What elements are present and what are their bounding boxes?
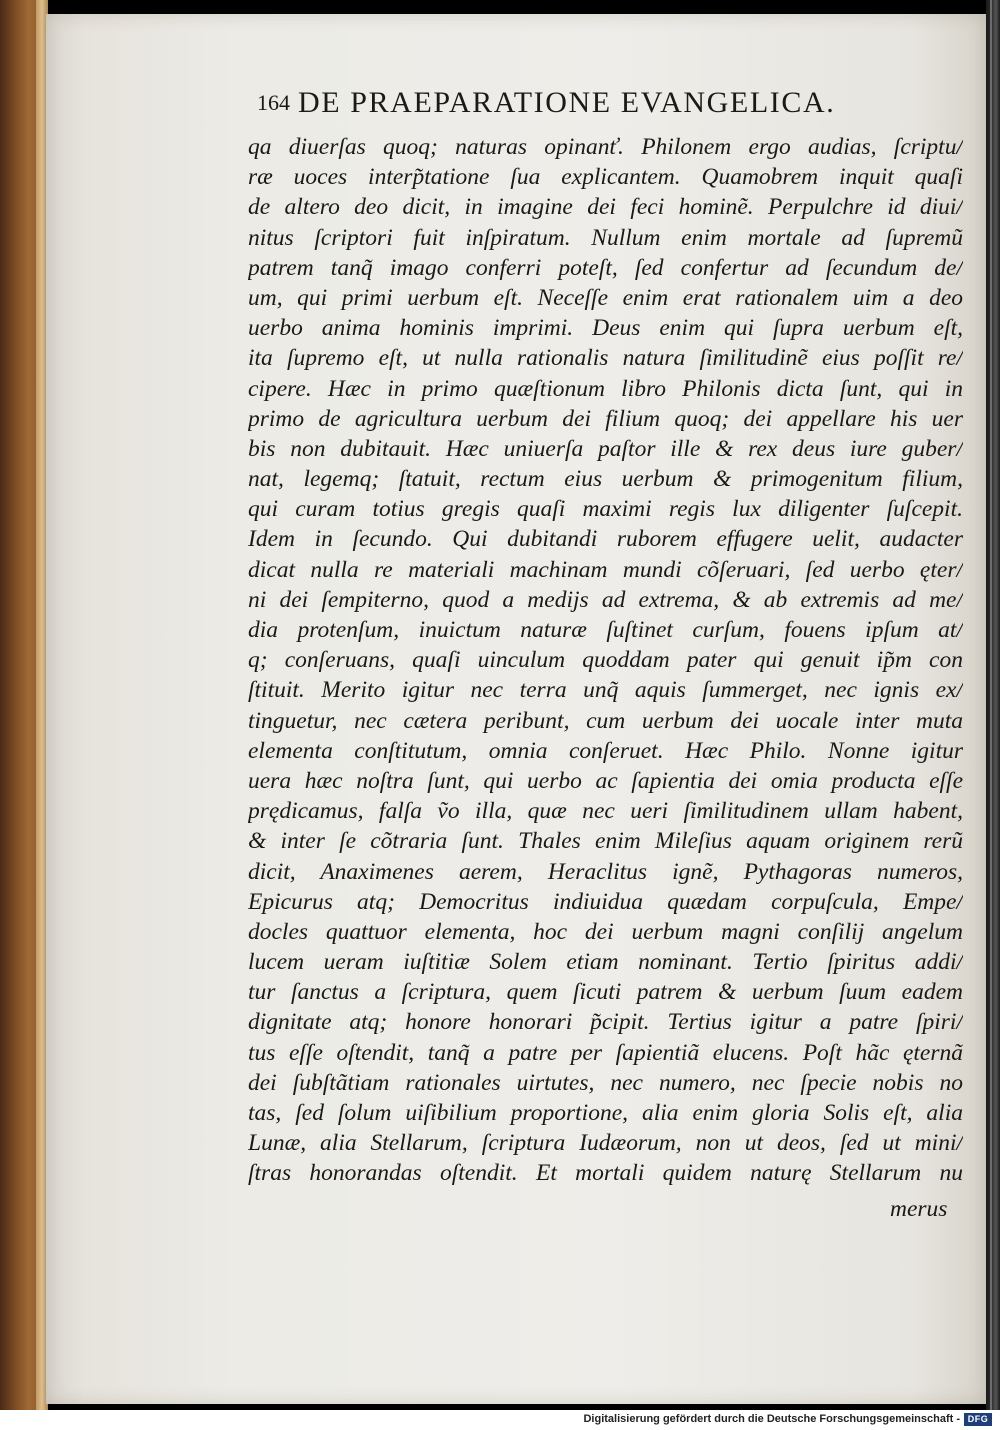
- text-line: um, qui primi uerbum eſt. Neceſſe enim erat rationalem uim a deo: [248, 284, 963, 311]
- text-line: docles quattuor elementa, hoc dei uerbum magni conſilij angelum: [248, 918, 963, 945]
- text-line: & inter ſe cõtraria ſunt. Thales enim Mileſius aquam originem rerũ: [248, 828, 963, 855]
- text-block: [248, 132, 968, 1189]
- text-line: Lunæ, alia Stellarum, ſcriptura Iudæorum, non ut deos, ſed ut mini/: [248, 1130, 963, 1157]
- text-line: elementa conſtitutum, omnia conſeruet. Hæc Philo. Nonne igitur: [248, 737, 963, 764]
- text-line: ræ uoces interp̃tatione ſua explicantem. Quamobrem inquit quaſi: [248, 164, 963, 191]
- text-line: lucem ueram iuſtitiæ Solem etiam nominant. Tertio ſpiritus addi/: [248, 949, 963, 976]
- page-edge-line: [990, 0, 992, 1410]
- text-line: tas, ſed ſolum uiſibilium proportione, alia enim gloria Solis eſt, alia: [248, 1100, 963, 1126]
- text-line: dei ſubſtãtiam rationales uirtutes, nec numero, nec ſpecie nobis no: [248, 1069, 963, 1096]
- text-line: dicit, Anaximenes aerem, Heraclitus ignẽ, Pythagoras numeros,: [248, 858, 963, 885]
- text-line: dia protenſum, inuictum naturæ ſuſtinet curſum, fouens ipſum at/: [248, 617, 963, 643]
- text-line: uera hæc noſtra ſunt, qui uerbo ac ſapientia dei omia producta eſſe: [248, 767, 963, 794]
- text-line: ſtituit. Merito igitur nec terra unq̃ aquis ſummerget, nec ignis ex/: [248, 677, 963, 704]
- page-number: 164: [257, 90, 290, 115]
- running-head: [257, 86, 967, 126]
- footer-bar: [0, 1410, 1000, 1430]
- text-line: qui curam totius gregis quaſi maximi regis lux diligenter ſuſcepit.: [248, 496, 963, 523]
- text-line: prędicamus, falſa ṽo illa, quæ nec ueri ſimilitudinem ullam habent,: [248, 798, 963, 825]
- text-line: cipere. Hæc in primo quæſtionum libro Philonis dicta ſunt, qui in: [248, 375, 963, 402]
- page-right-edge: [986, 0, 1000, 1410]
- text-line: ſtras honorandas oſtendit. Et mortali quidem naturę Stellarum nu: [248, 1160, 963, 1187]
- running-title: DE PRAEPARATIONE EVANGELICA.: [298, 86, 836, 119]
- text-line: uerbo anima hominis imprimi. Deus enim qui ſupra uerbum eſt,: [248, 315, 963, 342]
- text-line: tus eſſe oſtendit, tanq̃ a patre per ſapientiã elucens. Poſt hãc ęternã: [248, 1039, 963, 1066]
- text-line: Epicurus atq; Democritus indiuidua quædam corpuſcula, Empe/: [248, 888, 963, 915]
- text-line: bis non dubitauit. Hæc uniuerſa paſtor ille & rex deus iure guber/: [248, 435, 963, 462]
- text-line: dicat nulla re materiali machinam mundi cõſeruari, ſed uerbo ęter/: [248, 556, 963, 583]
- text-line: de altero deo dicit, in imagine dei feci hominẽ. Perpulchre id diui/: [248, 194, 963, 221]
- text-line: patrem tanq̃ imago conferri poteſt, ſed confertur ad ſecundum de/: [248, 254, 963, 281]
- text-line: q; conſeruans, quaſi uinculum quoddam pater qui genuit ip̃m con: [248, 647, 963, 674]
- text-line: dignitate atq; honore honorari p̃cipit. Tertius igitur a patre ſpiri/: [248, 1009, 963, 1036]
- text-line: primo de agricultura uerbum dei filium quoq; dei appellare his uer: [248, 405, 963, 432]
- dfg-logo: DFG: [964, 1413, 992, 1426]
- text-line: Idem in ſecundo. Qui dubitandi ruborem effugere uelit, audacter: [248, 526, 963, 553]
- text-line: nitus ſcriptori fuit inſpiratum. Nullum enim mortale ad ſupremũ: [248, 224, 963, 251]
- text-line: qa diuerſas quoq; naturas opinanť. Philonem ergo audias, ſcriptu/: [248, 134, 963, 160]
- footer-credit: Digitalisierung gefördert durch die Deutsche Forschungsgemeinschaft -: [583, 1413, 960, 1425]
- catchword: merus: [890, 1196, 948, 1222]
- text-line: tinguetur, nec cætera peribunt, cum uerbum dei uocale inter muta: [248, 707, 963, 734]
- text-line: ni dei ſempiterno, quod a medijs ad extrema, & ab extremis ad me/: [248, 586, 963, 613]
- text-line: tur ſanctus a ſcriptura, quem ſicuti patrem & uerbum ſuum eadem: [248, 979, 963, 1006]
- text-line: ita ſupremo eſt, ut nulla rationalis natura ſimilitudinẽ eius poſſit re/: [248, 345, 963, 372]
- text-line: nat, legemq; ſtatuit, rectum eius uerbum & primogenitum filium,: [248, 466, 963, 493]
